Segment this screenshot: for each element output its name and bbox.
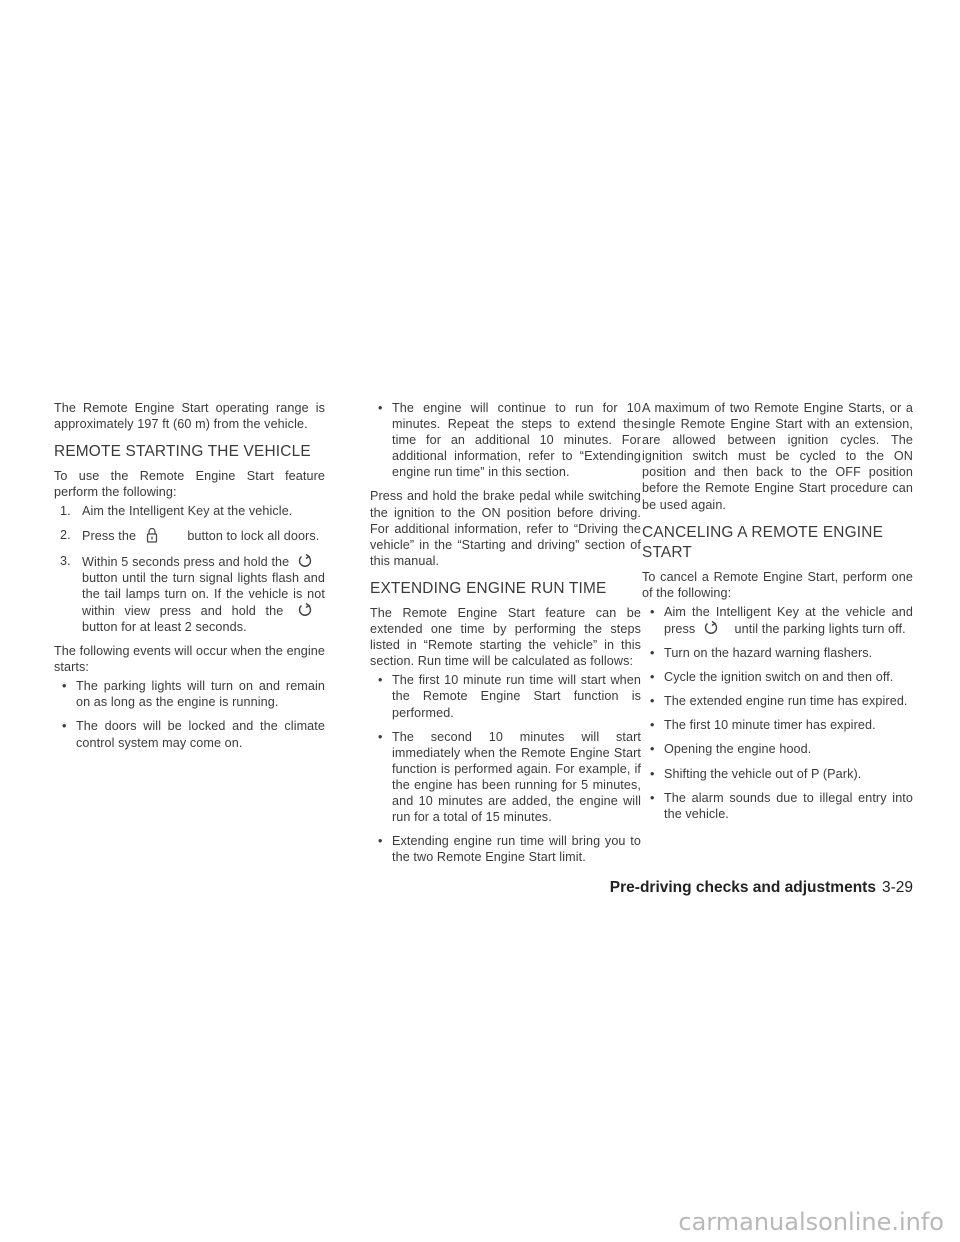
step-number: 3.	[60, 553, 71, 568]
intro-paragraph: The Remote Engine Start operating range is approximately 197 ft (60 m) from the vehicle.	[54, 401, 325, 432]
step-text: button until the turn signal lights flash and the tail lamps turn on. If the vehicle is not within view press and hold the	[82, 570, 325, 618]
list-item	[62, 718, 325, 750]
bullet-mark: •	[650, 694, 655, 709]
watermark: carmanualsonline.info	[678, 1208, 944, 1236]
bullet-mark: •	[378, 729, 383, 744]
list-item-text: Shifting the vehicle out of P (Park).	[664, 766, 862, 781]
list-item-text: Cycle the ignition switch on and then off.	[664, 670, 894, 685]
step-text: Aim the Intelligent Key at the vehicle.	[82, 504, 293, 519]
cancel-intro-paragraph: To cancel a Remote Engine Start, perform one of the following:	[642, 569, 913, 600]
lock-icon	[144, 527, 160, 543]
step-text: button to lock all doors.	[187, 529, 320, 544]
bullet-mark: •	[62, 719, 67, 734]
step-number: 1.	[60, 504, 71, 519]
bullet-mark: •	[650, 790, 655, 805]
list-item	[378, 400, 641, 480]
list-item-text: The extended engine run time has expired.	[664, 694, 908, 709]
list-item-text: Extending engine run time will bring you to the two Remote Engine Start limit.	[392, 834, 641, 865]
bullet-mark: •	[650, 742, 655, 757]
bullet-mark: •	[650, 718, 655, 733]
maximum-paragraph: A maximum of two Remote Engine Starts, or a single Remote Engine Start with an extension, are allowed between ignition cycles. The ignition switch must be cycled to the ON position and then back to the OFF position before the Remote Engine Start procedure can be used again.	[642, 401, 913, 512]
list-item-text: The doors will be locked and the climate control system may come on.	[76, 719, 325, 750]
list-item-text: The second 10 minutes will start immediately when the Remote Engine Start function is performed again. For example, if the engine has been running for 5 minutes, and 10 minutes are added, the engine will run for a total of 15 minutes.	[392, 729, 641, 825]
page-number: 3-29	[881, 879, 913, 896]
column-middle	[370, 400, 641, 873]
list-item-text: The engine will continue to run for 10 minutes. Repeat the steps to extend the time for an additional 10 minutes. For additional information, refer to “Extending engine run time” in this section.	[392, 401, 641, 480]
bullet-mark: •	[650, 670, 655, 685]
column-right	[642, 400, 913, 830]
list-item	[650, 669, 913, 685]
bullet-mark: •	[378, 673, 383, 688]
step-number: 2.	[60, 528, 71, 543]
list-item	[378, 672, 641, 720]
page-footer	[610, 878, 913, 898]
list-item	[62, 678, 325, 710]
heading-extending: EXTENDING ENGINE RUN TIME	[370, 579, 607, 597]
heading-canceling: CANCELING A REMOTE ENGINE START	[642, 523, 884, 561]
list-item	[650, 790, 913, 822]
list-item-text: until the parking lights turn off.	[734, 621, 906, 636]
events-intro-paragraph: The following events will occur when the engine starts:	[54, 644, 325, 675]
step-3	[60, 553, 325, 635]
step-text: Press the	[82, 529, 137, 544]
list-item-text: The first 10 minute run time will start when the Remote Engine Start function is performed.	[392, 673, 641, 720]
step-text: button for at least 2 seconds.	[82, 619, 247, 634]
heading-remote-starting: REMOTE STARTING THE VEHICLE	[54, 443, 311, 461]
list-item-text: Opening the engine hood.	[664, 742, 812, 757]
list-item-text: Aim the Intelligent Key at the vehicle and press	[664, 604, 913, 636]
list-item	[650, 766, 913, 782]
step-1	[60, 503, 325, 519]
list-item	[650, 693, 913, 709]
list-item-text: The alarm sounds due to illegal entry into the vehicle.	[664, 790, 913, 821]
bullet-mark: •	[650, 604, 655, 619]
bullet-mark: •	[378, 401, 383, 415]
list-item	[378, 833, 641, 865]
list-item	[650, 717, 913, 733]
remote-start-icon	[297, 602, 313, 618]
list-item	[650, 741, 913, 757]
remote-start-icon	[297, 553, 313, 569]
list-item	[378, 729, 641, 826]
list-item-text: The parking lights will turn on and remain on as long as the engine is running.	[76, 679, 325, 710]
list-item	[650, 604, 913, 637]
step-text: Within 5 seconds press and hold the	[82, 554, 290, 569]
bullet-mark: •	[378, 834, 383, 849]
bullet-mark: •	[650, 646, 655, 661]
list-item-text: The first 10 minute timer has expired.	[664, 718, 876, 733]
brake-paragraph: Press and hold the brake pedal while switching the ignition to the ON position before driving. For additional information, refer to “Driving the vehicle” in the “Starting and driving” section of this manual.	[370, 489, 641, 568]
footer-section-title: Pre-driving checks and adjustments	[609, 879, 876, 896]
use-intro-paragraph: To use the Remote Engine Start feature perform the following:	[54, 469, 325, 500]
list-item-text: Turn on the hazard warning flashers.	[664, 646, 873, 661]
list-item	[650, 645, 913, 661]
column-left	[54, 400, 325, 759]
bullet-mark: •	[62, 679, 67, 694]
step-2	[60, 527, 325, 544]
remote-start-icon	[703, 620, 719, 636]
extend-intro-paragraph: The Remote Engine Start feature can be extended one time by performing the steps listed in “Remote starting the vehicle” in this section. Run time will be calculated as follows:	[370, 605, 641, 669]
bullet-mark: •	[650, 766, 655, 781]
